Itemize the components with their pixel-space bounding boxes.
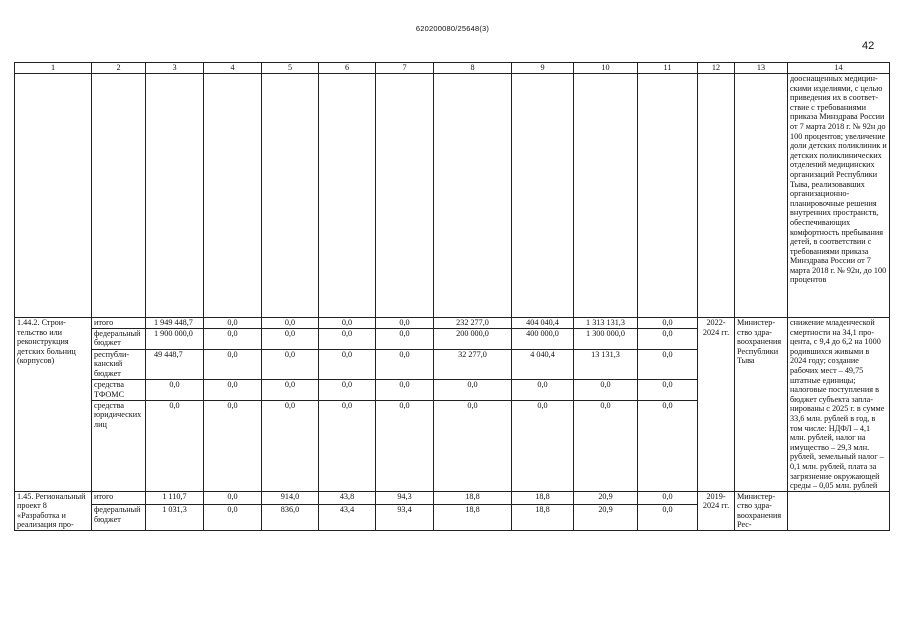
table-cell: 400 000,0 [512,328,574,349]
table-cell: 232 277,0 [434,318,512,329]
executor: Министерство здравоохранения Республики Тыва [735,318,788,492]
table-cell: 43,4 [319,505,376,531]
table-cell: 18,8 [512,491,574,505]
table-cell: 32 277,0 [434,349,512,379]
col-header: 8 [434,63,512,74]
table-cell: 0,0 [574,380,638,401]
table-cell: 200 000,0 [434,328,512,349]
table-cell: 1 031,3 [146,505,204,531]
table-cell: 93,4 [376,505,434,531]
table-cell: 0,0 [512,400,574,491]
table-cell: 0,0 [262,328,319,349]
continuation-result-text: дооснащенных медицинскими изделиями, с целью приведения их в соответствие с требованиями приказа Минздрава России от 7 марта 2018 г. № 92н до 100 процентов; увеличение доли детских поликлиник и детских поликлинических отделений медицинских организаций Республики Тыва, реализовавших организационно-планировочные решения внутренних пространств, обеспечивающих комфортность пребывания детей, в соответствии с требованиями приказа Минздрава России от 7 марта 2018 г. № 92н, до 100 процентов [788,74,890,318]
table-cell: 0,0 [204,380,262,401]
col-header: 7 [376,63,434,74]
table-cell: 0,0 [319,318,376,329]
table-cell: 0,0 [638,318,698,329]
executor: Министерство здравоохранения Рес- [735,491,788,530]
period: 2022-2024 гг. [698,318,735,492]
table-cell: 0,0 [638,491,698,505]
table-cell: 0,0 [204,491,262,505]
period: 2019-2024 гг. [698,491,735,530]
item-name: 1.44.2. Строительство или реконструкция детских больниц (корпусов) [15,318,92,492]
table-cell: 94,3 [376,491,434,505]
table-cell: 0,0 [146,380,204,401]
continuation-row [15,74,890,318]
col-header: 11 [638,63,698,74]
table-cell: 836,0 [262,505,319,531]
funding-source: средства ТФОМС [92,380,146,401]
table-cell: 0,0 [376,400,434,491]
col-header: 9 [512,63,574,74]
table-cell: 914,0 [262,491,319,505]
table-cell: 4 040,4 [512,349,574,379]
expected-result [788,491,890,530]
table-cell: 0,0 [574,400,638,491]
table-cell: 0,0 [204,328,262,349]
col-header: 2 [92,63,146,74]
table-cell: 20,9 [574,491,638,505]
funding-source: итого [92,318,146,329]
col-header: 3 [146,63,204,74]
table-cell: 0,0 [204,400,262,491]
table-row [15,318,890,329]
table-cell: 18,8 [434,491,512,505]
table-cell: 0,0 [204,318,262,329]
table-cell: 0,0 [376,328,434,349]
table-cell: 0,0 [319,349,376,379]
table-cell: 0,0 [376,349,434,379]
table-cell: 0,0 [376,318,434,329]
table-cell: 0,0 [638,505,698,531]
document-id: 620200080/25648(3) [415,24,490,33]
table-cell: 0,0 [319,380,376,401]
col-header: 10 [574,63,638,74]
table-cell: 49 448,7 [146,349,204,379]
table-cell: 0,0 [262,318,319,329]
table-cell: 0,0 [638,349,698,379]
table-cell: 0,0 [434,380,512,401]
table-cell: 1 300 000,0 [574,328,638,349]
table-cell: 18,8 [512,505,574,531]
table-cell: 20,9 [574,505,638,531]
funding-source: республиканский бюджет [92,349,146,379]
col-header: 13 [735,63,788,74]
table-cell: 0,0 [262,349,319,379]
funding-source: федеральный бюджет [92,328,146,349]
table-cell: 43,8 [319,491,376,505]
table-cell: 0,0 [262,400,319,491]
table-cell: 1 900 000,0 [146,328,204,349]
funding-source: итого [92,491,146,505]
table-cell: 0,0 [638,380,698,401]
table-cell: 0,0 [319,328,376,349]
col-header: 4 [204,63,262,74]
item-name: 1.45. Региональный проект 8 «Разработка и реализация про- [15,491,92,530]
table-cell: 18,8 [434,505,512,531]
col-header: 14 [788,63,890,74]
expected-result: снижение младенческой смертности на 34,1 процента, с 9,4 до 6,2 на 1000 родившихся живыми в 2024 году; создание рабочих мест – 49,75 штатные единицы; налоговые поступления в бюджет субъекта запланированы с 2025 г. в сумме 33,6 млн. рублей в год, в том числе: НДФЛ – 4,1 млн. рублей, налог на имущество – 29,3 млн. рублей, земельный налог – 0,1 млн. рублей, плата за загрязнение окружающей среды – 0,05 млн. рублей [788,318,890,492]
table-row [15,491,890,505]
funding-source: федеральный бюджет [92,505,146,531]
table-cell: 0,0 [638,400,698,491]
col-header: 6 [319,63,376,74]
table-cell: 0,0 [204,505,262,531]
table-cell: 0,0 [319,400,376,491]
table-cell: 0,0 [638,328,698,349]
table-cell: 0,0 [434,400,512,491]
col-header: 5 [262,63,319,74]
column-number-row [15,63,890,74]
table-cell: 13 131,3 [574,349,638,379]
funding-source: средства юридических лиц [92,400,146,491]
table-cell: 0,0 [512,380,574,401]
table-cell: 0,0 [204,349,262,379]
col-header: 12 [698,63,735,74]
table-cell: 0,0 [376,380,434,401]
page-number: 42 [862,40,875,52]
table-cell: 1 949 448,7 [146,318,204,329]
table-cell: 0,0 [262,380,319,401]
table-cell: 1 110,7 [146,491,204,505]
program-table [14,62,890,531]
table-cell: 0,0 [146,400,204,491]
table-cell: 1 313 131,3 [574,318,638,329]
col-header: 1 [15,63,92,74]
table-cell: 404 040,4 [512,318,574,329]
